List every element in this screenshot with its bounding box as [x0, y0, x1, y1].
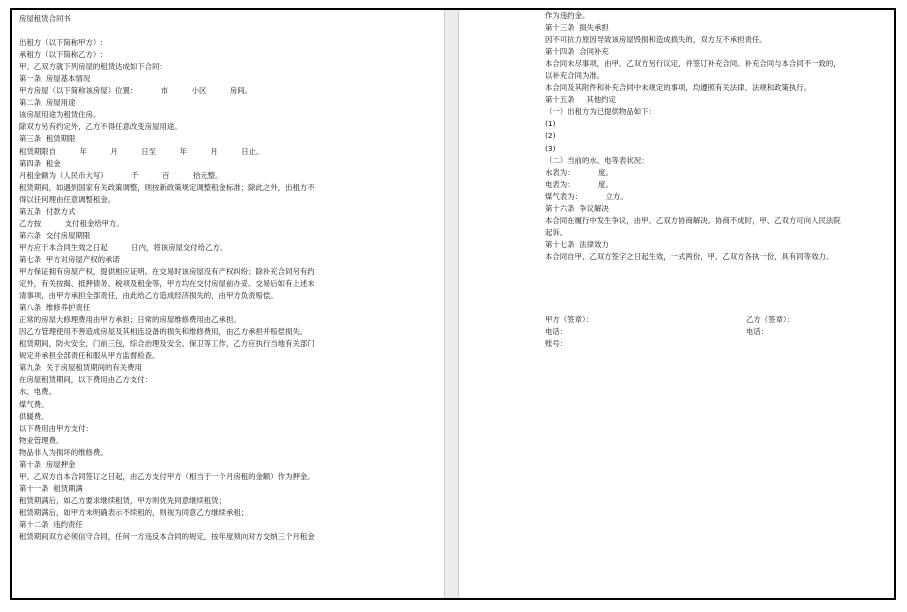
text-line: 第六条 交付房屋期限 — [19, 230, 91, 240]
text-line: 乙方按 支付租金给甲方。 — [19, 218, 124, 228]
text-line: 租赁期间，防火安全，门前三包，综合治理及安全、保卫等工作，乙方应执行当地有关部门 — [19, 339, 315, 349]
contract-page-left — [12, 10, 445, 598]
text-line: 租赁期间双方必须信守合同，任何一方违反本合同的规定，按年度须向对方交纳三个月租金 — [19, 532, 315, 542]
text-line: 甲方应于本合同生效之日起 日内，将该房屋交付给乙方。 — [19, 242, 228, 252]
text-line: 该房屋用途为租赁住房。 — [19, 110, 101, 120]
text-line: 第一条 房屋基本情况 — [19, 74, 91, 84]
text-line: 以下费用由甲方支付： — [19, 423, 93, 433]
text-line: 甲、乙双方就下列房屋的租赁达成如下合同： — [19, 62, 167, 72]
text-line: 第十三条 损失承担 — [545, 23, 609, 33]
text-line: 第十五条 其他约定 — [545, 95, 616, 105]
contract-page-right — [459, 10, 894, 598]
text-line: 第二条 房屋用途 — [19, 98, 76, 108]
text-line: 本合同在履行中发生争议，由甲、乙双方协商解决。协商不成时，甲、乙双方可向人民法院 — [545, 215, 841, 225]
text-line: 第十四条 合同补充 — [545, 47, 609, 57]
text-line: 房屋租赁合同书 — [19, 14, 71, 23]
text-line: 承租方（以下简称乙方）: — [19, 50, 103, 60]
text-line: (3) — [545, 143, 556, 153]
text-line: 第五条 付款方式 — [19, 206, 76, 216]
party-b-signature: 乙方（签章）： — [746, 315, 795, 324]
text-line: 因乙方管理使用不善造成房屋及其相连设备的损失和维修费用，由乙方承担并赔偿损失。 — [19, 327, 308, 337]
text-line: 水表为： 度。 — [545, 167, 613, 177]
text-line: 物业管理费。 — [19, 435, 64, 445]
right-page-text — [545, 10, 894, 263]
text-line: （二）当前的水、电等表状况： — [545, 155, 649, 165]
text-line: 规定并承担全部责任和服从甲方监督检查。 — [19, 351, 160, 361]
text-line: 起诉。 — [545, 227, 568, 237]
document-viewer — [10, 8, 896, 600]
text-line — [19, 25, 439, 37]
text-line: 正常的房屋大修理费用由甲方承担；日常的房屋维修费用由乙承担。 — [19, 315, 241, 325]
text-line: 租赁期限自 年 月 日至 年 月 日止。 — [19, 146, 264, 156]
text-line: 以补充合同为准。 — [545, 71, 605, 81]
party-a-phone: 电话： — [545, 327, 568, 336]
text-line: 租赁期满后，如甲方未明确表示不续租的，则视为同意乙方继续承租； — [19, 507, 249, 517]
text-line: 煤气费。 — [19, 399, 49, 409]
text-line: 第七条 甲方对房屋产权的承诺 — [19, 254, 120, 264]
text-line: 甲方房屋（以下简称该房屋）位置： 市 小区 房间。 — [19, 86, 253, 96]
left-page-text — [19, 13, 439, 543]
text-line: （一）出租方为已提供物品如下： — [545, 107, 656, 117]
text-line: 水、电费。 — [19, 387, 56, 397]
text-line: 物品非人为损坏的维修费。 — [19, 447, 108, 457]
text-line: (2) — [545, 131, 556, 141]
text-line: 甲方保证拥有房屋产权，提供相应证明。在交易时该房屋没有产权纠纷；除补充合同另有约 — [19, 266, 315, 276]
text-line: 电表为： 度。 — [545, 179, 613, 189]
party-b-phone: 电话： — [746, 327, 769, 336]
text-line: 煤气表为： 立方。 — [545, 191, 628, 201]
text-line: 第十七条 法律效力 — [545, 239, 609, 249]
text-line: 出租方（以下简称甲方）: — [19, 38, 103, 48]
text-line: 第八条 维修养护责任 — [19, 303, 91, 313]
text-line: 本合同自甲、乙双方签字之日起生效，一式两份，甲、乙双方各执一份，具有同等效力。 — [545, 251, 834, 261]
text-line: 得以任何理由任意调整租金。 — [19, 194, 116, 204]
text-line: 第三条 租赁期限 — [19, 134, 76, 144]
text-line: 租赁期间，如遇到国家有关政策调整，则按新政策规定调整租金标准；除此之外，出租方不 — [19, 182, 315, 192]
page-gap — [445, 10, 459, 598]
party-a-signature: 甲方（签章）： — [545, 315, 594, 324]
text-line: 本合同及其附件和补充合同中未规定的事项，均遵照有关法律、法规和政策执行。 — [545, 83, 812, 93]
text-line: 本合同未尽事项，由甲、乙双方另行议定，并签订补充合同。补充合同与本合同不一致的， — [545, 59, 841, 69]
text-line: 第九条 关于房屋租赁期间的有关费用 — [19, 363, 142, 373]
text-line: 租赁期满后，如乙方要求继续租赁，甲方则优先同意继续租赁； — [19, 495, 226, 505]
text-line: 供暖费。 — [19, 411, 49, 421]
text-line: (1) — [545, 119, 556, 129]
text-line: 第十一条 租赁期满 — [19, 483, 83, 493]
text-line: 因不可抗力原因导致该房屋毁损和造成损失的，双方互不承担责任。 — [545, 35, 767, 45]
text-line: 清事项，由甲方承担全部责任，由此给乙方造成经济损失的，由甲方负责赔偿。 — [19, 291, 278, 301]
text-line: 第十六条 争议解决 — [545, 203, 609, 213]
account-number: 账号： — [545, 339, 568, 348]
text-line: 甲、乙双方自本合同签订之日起，由乙方支付甲方（相当于一个月房租的金额）作为押金。 — [19, 471, 315, 481]
text-line: 作为违约金。 — [545, 11, 590, 20]
text-line: 第十条 房屋押金 — [19, 459, 76, 469]
text-line: 月租金额为（人民币大写） 千 百 拾元整。 — [19, 170, 223, 180]
text-line: 除双方另有约定外，乙方不得任意改变房屋用途。 — [19, 122, 182, 132]
text-line: 在房屋租赁期间，以下费用由乙方支付： — [19, 375, 153, 385]
text-line: 定外，有关按揭、抵押债务、税项及租金等，甲方均在交付房屋前办妥。交易后如有上述未 — [19, 279, 315, 289]
text-line: 第十二条 违约责任 — [19, 519, 83, 529]
text-line: 第四条 租金 — [19, 158, 61, 168]
